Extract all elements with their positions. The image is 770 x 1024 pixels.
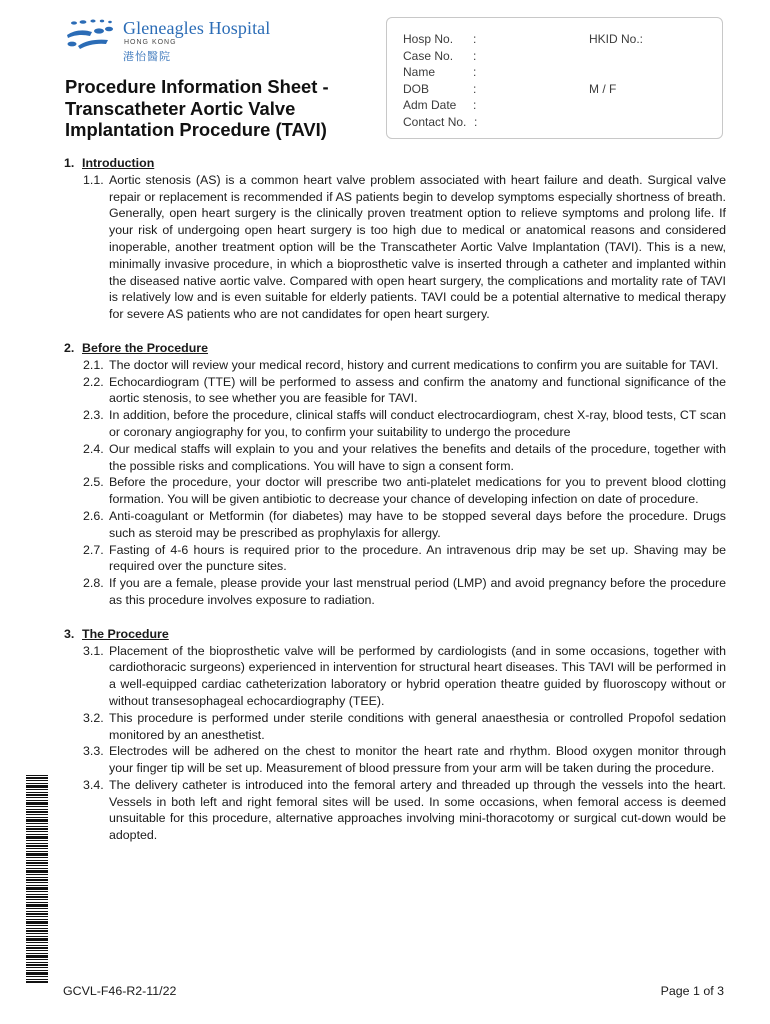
dob-field <box>403 82 477 96</box>
section-heading <box>62 626 726 643</box>
section-number: 2. <box>64 340 75 355</box>
item-number: 2.4. <box>83 441 104 456</box>
list-item <box>62 743 726 777</box>
item-number: 2.3. <box>83 408 104 423</box>
document-title <box>65 76 375 141</box>
logo-chinese-name: 港怡醫院 <box>123 51 171 63</box>
name-label: Name <box>403 65 436 79</box>
document-barcode <box>26 775 48 983</box>
logo-hospital-name: Gleneagles Hospital <box>123 18 271 38</box>
field-colon: : <box>473 32 477 46</box>
logo-mark-icon <box>64 18 120 52</box>
field-colon: : <box>473 98 477 112</box>
contact-no-label: Contact No. <box>403 115 467 129</box>
item-text: Electrodes will be adhered on the chest to monitor the heart rate and rhythm. Blood oxygen monitor through your finger tip will be set up. Measurement of blood pressure from your arm will be taken during the procedure. <box>109 744 726 776</box>
list-item <box>62 374 726 408</box>
item-number: 2.7. <box>83 542 104 557</box>
section-title: The Procedure <box>82 626 169 641</box>
list-item <box>62 441 726 475</box>
section-title: Introduction <box>82 156 155 170</box>
section-heading <box>62 340 726 357</box>
field-colon: : <box>474 115 478 129</box>
section-before-procedure <box>62 340 726 609</box>
case-no-field <box>403 49 477 63</box>
page-number: Page 1 of 3 <box>660 984 724 998</box>
item-text: Fasting of 4-6 hours is required prior to the procedure. An intravenous drip may be set up. Shaving may be required over the puncture sites. <box>109 542 726 574</box>
list-item <box>62 172 726 323</box>
item-text: In addition, before the procedure, clinical staffs will conduct electrocardiogram, chest X-ray, blood tests, CT scan or coronary angiography for you, to confirm your suitability to undergo the procedure <box>109 408 726 439</box>
sex-label: M / F <box>589 82 617 96</box>
document-body <box>62 155 726 861</box>
item-text: Anti-coagulant or Metformin (for diabetes) may have to be stopped several days before the procedure. Drugs such as steroid may be prescribed as prophylaxis for allergy. <box>109 508 726 540</box>
item-text: The delivery catheter is introduced into the femoral artery and threaded up through the vessels into the heart. Vessels in both left and right femoral sites will be used. In some occasions, when femoral access is deemed unsuitable for this procedure, alternative approaches involving mini-thoracotomy or surgical cut-down would be adopted. <box>109 777 726 843</box>
item-text: Echocardiogram (TTE) will be performed to assess and confirm the anatomy and functional significance of the aortic stenosis, to see whether you are feasible for TAVI. <box>109 374 726 406</box>
item-number: 2.8. <box>83 576 104 591</box>
item-text: The doctor will review your medical record, history and current medications to confirm you are suitable for TAVI. <box>109 357 719 372</box>
field-colon: : <box>473 65 477 79</box>
title-line-1: Procedure Information Sheet - <box>65 76 329 97</box>
list-item <box>62 643 726 710</box>
section-number: 1. <box>64 156 75 170</box>
hospital-logo <box>64 18 284 68</box>
item-number: 3.2. <box>83 710 104 725</box>
list-item <box>62 777 726 844</box>
adm-date-field <box>403 98 477 112</box>
item-text: Placement of the bioprosthetic valve will be performed by cardiologists (and in some occasions, together with cardiothoracic surgeons) experienced in intervention for structural heart diseases. This TAVI will be performed in a well-equipped cardiac catheterization laboratory or hybrid operation theatre guided by fluoroscopy without or without transesophageal echocardiography (TEE). <box>109 643 726 708</box>
field-colon: : <box>473 82 477 96</box>
hosp-no-field <box>403 32 477 46</box>
list-item <box>62 575 726 609</box>
case-no-label: Case No. <box>403 49 454 63</box>
item-number: 3.3. <box>83 744 104 759</box>
item-number: 3.4. <box>83 777 104 792</box>
item-text: Before the procedure, your doctor will prescribe two anti-platelet medications for you to prevent blood clotting formation. You will be given antibiotic to decrease your chance of developing infection on date of procedure. <box>109 475 726 507</box>
list-item <box>62 710 726 744</box>
item-number: 2.5. <box>83 475 104 490</box>
item-text: This procedure is performed under sterile conditions with general anaesthesia or controlled Propofol sedation monitored by an anesthetist. <box>109 710 726 742</box>
list-item <box>62 508 726 542</box>
section-heading <box>62 155 726 172</box>
contact-no-field <box>403 115 478 129</box>
form-code: GCVL-F46-R2-11/22 <box>63 984 177 998</box>
hkid-label: HKID No.: <box>589 32 644 46</box>
logo-subtitle: HONG KONG <box>124 39 177 46</box>
hosp-no-label: Hosp No. <box>403 32 454 46</box>
item-number: 2.2. <box>83 374 104 389</box>
patient-label-box <box>386 17 723 139</box>
item-text: If you are a female, please provide your last menstrual period (LMP) and avoid pregnancy before the procedure as this procedure involves exposure to radiation. <box>109 576 726 607</box>
list-item <box>62 407 726 441</box>
dob-label: DOB <box>403 82 430 96</box>
title-line-2: Transcatheter Aortic Valve <box>65 97 296 119</box>
item-text: Our medical staffs will explain to you and your relatives the benefits and details of the procedure, together with the possible risks and complications. You will have to sign a consent form. <box>109 441 726 473</box>
section-number: 3. <box>64 626 75 641</box>
adm-date-label: Adm Date <box>403 98 457 112</box>
title-line-3: Implantation Procedure (TAVI) <box>65 119 327 140</box>
list-item <box>62 474 726 508</box>
section-title: Before the Procedure <box>82 340 209 355</box>
item-number: 2.1. <box>83 357 104 372</box>
field-colon: : <box>473 49 477 63</box>
item-number: 3.1. <box>83 643 104 658</box>
item-text: Aortic stenosis (AS) is a common heart valve problem associated with heart failure and death. Surgical valve repair or replacement is recommended if AS patients begin to develop symptoms especially shortness of breath. Generally, open heart surgery is the clinically proven treatment option to relieve symptoms and prolong life. If your risk of undergoing open heart surgery is too high due to medical or anatomical reasons and considered inoperable, another treatment option will be the Transcatheter Aortic Valve Implantation (TAVI). This is a new, minimally invasive procedure, in which a bioprosthetic valve is inserted through a catheter and implanted within the diseased native aortic valve. Compared with open heart surgery, the complications and mortality rate of TAVI is relatively low and is even suitable for elderly patients. TAVI could be a potential alternative to medical therapy for severe AS patients who are not candidates for open heart surgery. <box>109 172 726 322</box>
section-introduction <box>62 155 726 323</box>
list-item <box>62 542 726 576</box>
list-item <box>62 357 726 374</box>
section-the-procedure <box>62 626 726 844</box>
item-number: 2.6. <box>83 508 104 523</box>
item-number: 1.1. <box>83 172 104 187</box>
name-field <box>403 65 477 79</box>
